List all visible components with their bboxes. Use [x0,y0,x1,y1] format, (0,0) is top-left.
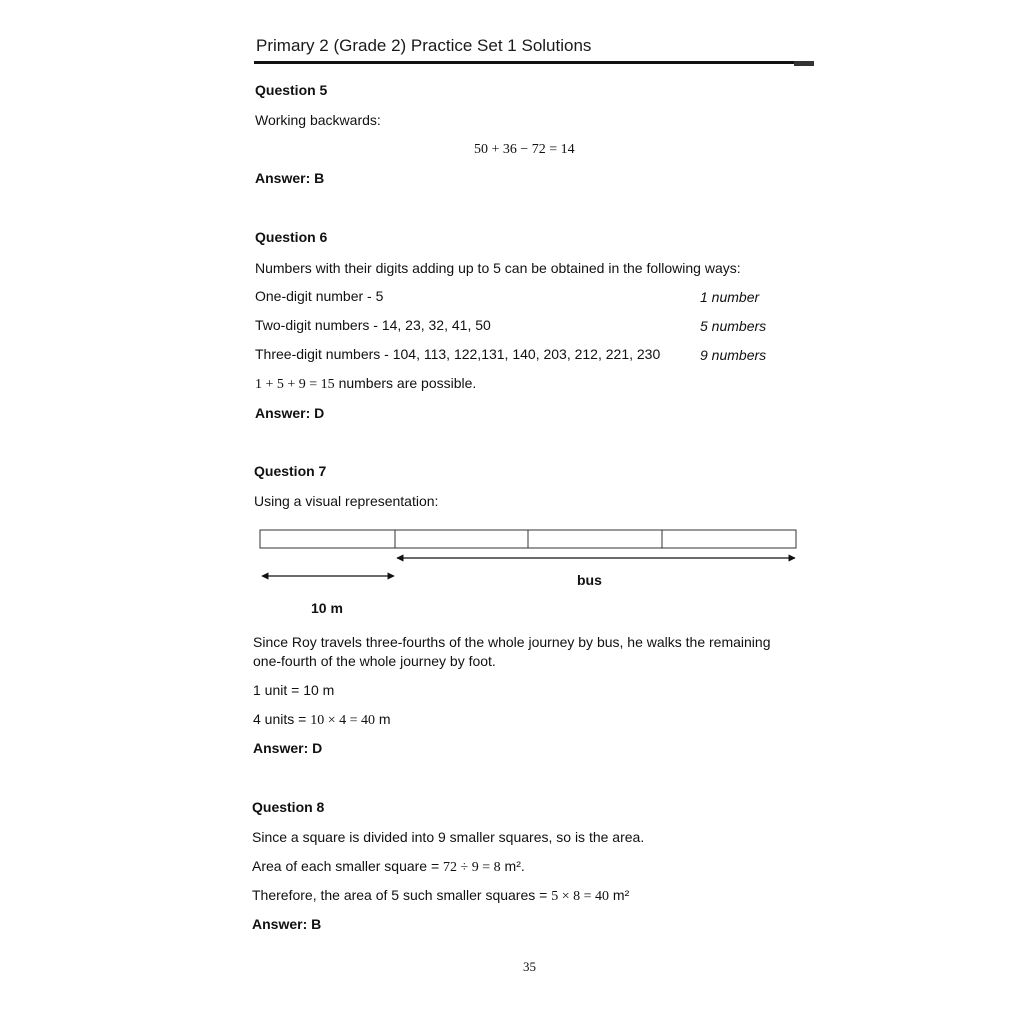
question-6-row-label: Three-digit numbers - 104, 113, 122,131, 140, 203, 212, 221, 230 [255,346,661,362]
question-6-answer: Answer: D [255,405,325,421]
question-8-line-1: Since a square is divided into 9 smaller squares, so is the area. [252,829,645,845]
question-8-line-2-math: 72 ÷ 9 = 8 [443,860,501,875]
question-7-unit-line: 1 unit = 10 m [253,682,335,698]
question-7-units-prefix: 4 units = [253,711,311,727]
question-6-row-label: One-digit number - 5 [255,288,384,304]
question-6-total-text: numbers are possible. [334,375,477,391]
question-8-line-3 [252,887,629,905]
question-6-row-count: 9 numbers [700,347,767,363]
question-5-answer: Answer: B [255,170,325,186]
walk-distance-label: 10 m [311,600,343,616]
question-6-row-count: 1 number [700,289,760,305]
question-7-intro: Using a visual representation: [254,493,439,509]
question-8-line-2-prefix: Area of each smaller square = [252,858,444,874]
question-8-line-2 [252,858,525,876]
question-7-units-suffix: m [375,711,391,727]
bar-unit-bus [395,530,528,548]
question-6-total-math: 1 + 5 + 9 = 15 [255,377,335,392]
question-7-answer: Answer: D [253,740,323,756]
question-7-units-line [253,711,391,729]
question-5-equation: 50 + 36 − 72 = 14 [474,142,575,157]
question-8-line-2-suffix: m². [500,858,525,874]
question-5-heading: Question 5 [255,82,328,98]
bar-unit-bus [528,530,662,548]
question-8-answer: Answer: B [252,916,322,932]
question-7-units-math: 10 × 4 = 40 [310,713,375,728]
question-8-line-3-math: 5 × 8 = 40 [551,889,610,904]
question-6-intro: Numbers with their digits adding up to 5 can be obtained in the following ways: [255,260,741,276]
question-8-line-3-suffix: m² [609,887,630,903]
question-6-heading: Question 6 [255,229,328,245]
question-8-line-3-prefix: Therefore, the area of 5 such smaller squares = [252,887,552,903]
page-number: 35 [523,959,536,974]
question-5-intro: Working backwards: [255,112,381,128]
question-6-row-count: 5 numbers [700,318,767,334]
question-7-heading: Question 7 [254,463,327,479]
question-7-explain-line-2: one-fourth of the whole journey by foot. [253,653,496,669]
bar-unit-bus [662,530,796,548]
question-8-heading: Question 8 [252,799,325,815]
bus-label: bus [577,572,602,588]
question-6-row-label: Two-digit numbers - 14, 23, 32, 41, 50 [255,317,491,333]
question-7-explain-line-1: Since Roy travels three-fourths of the whole journey by bus, he walks the remaining [253,634,771,650]
page-header-title: Primary 2 (Grade 2) Practice Set 1 Solutions [256,36,592,55]
bar-unit-walk [260,530,395,548]
